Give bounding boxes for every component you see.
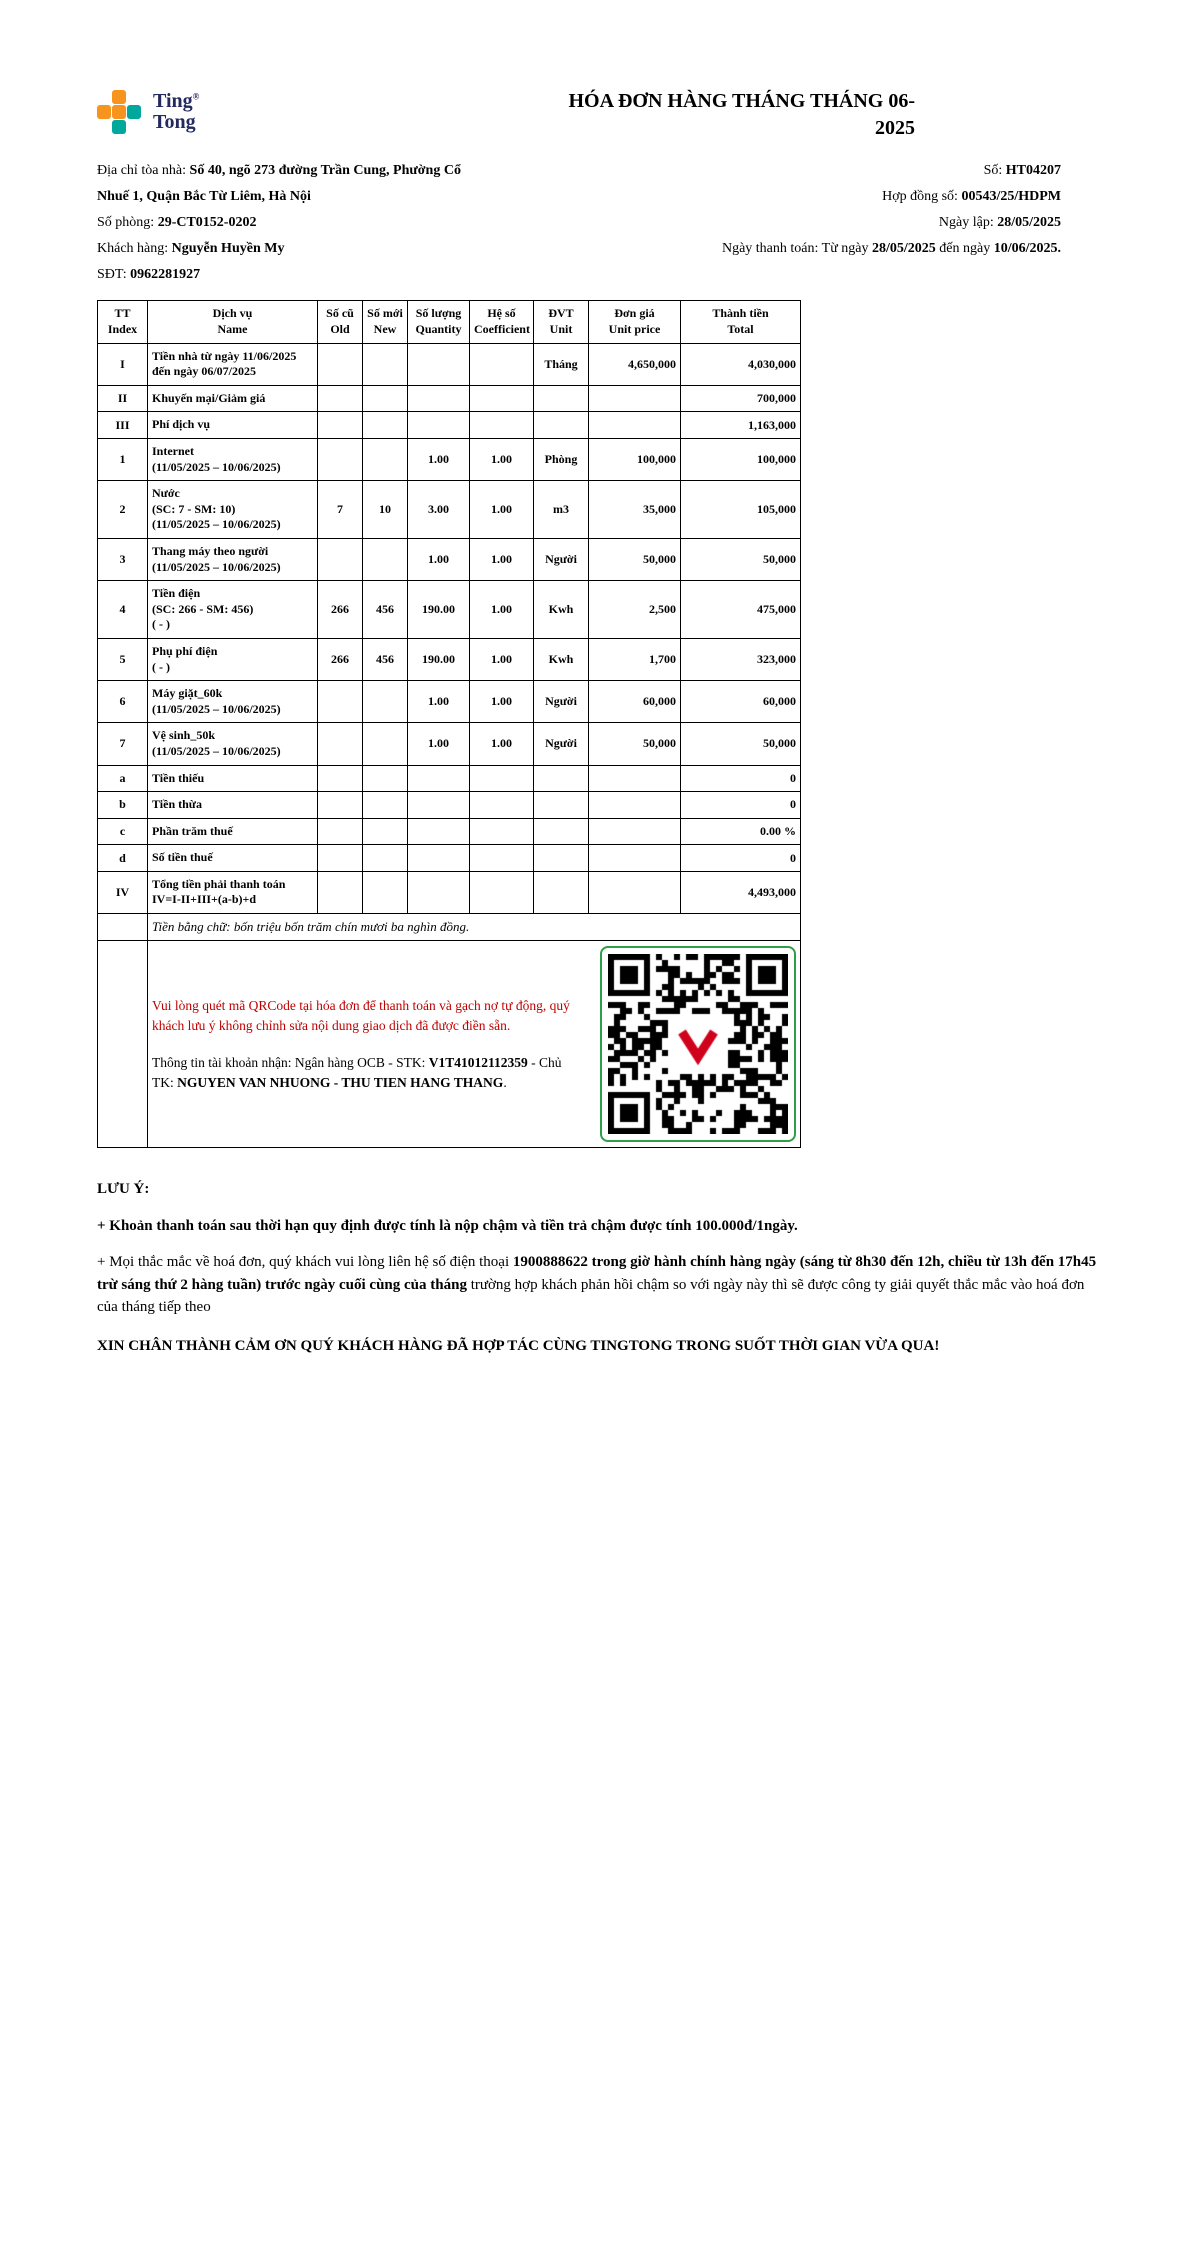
table-cell: 100,000 (589, 439, 681, 481)
service-row (98, 538, 801, 580)
bank-account-info (152, 1053, 576, 1092)
logo-square (97, 105, 111, 119)
table-cell (408, 765, 470, 792)
table-cell: I (98, 343, 148, 385)
service-name-cell: Máy giặt_60k (11/05/2025 – 10/06/2025) (148, 681, 318, 723)
table-cell: 323,000 (681, 638, 801, 680)
text-segment: 29-CT0152-0202 (157, 214, 257, 230)
table-cell: 1,700 (589, 638, 681, 680)
text-segment: . (503, 1074, 507, 1090)
column-header: ĐVT Unit (534, 301, 589, 343)
service-name-cell: Tiền thừa (148, 792, 318, 819)
table-cell: 0 (681, 765, 801, 792)
invoice-title-line2: 2025 (875, 117, 915, 139)
table-cell: c (98, 818, 148, 845)
table-cell (470, 343, 534, 385)
table-cell: Người (534, 681, 589, 723)
table-cell (318, 723, 363, 765)
column-header: Số cũ Old (318, 301, 363, 343)
table-cell (318, 343, 363, 385)
table-cell (363, 765, 408, 792)
tingtong-logo-icon (97, 90, 143, 136)
room-number-line (97, 210, 469, 236)
qr-scan-note: Vui lòng quét mã QRCode tại hóa đơn để thanh toán và gạch nợ tự động, quý khách lưu ý không chỉnh sửa nội dung giao dịch đã được điền sẵn. (152, 997, 570, 1033)
logo-square (127, 105, 141, 119)
service-row (98, 343, 801, 385)
brand-line-1 (153, 91, 199, 112)
table-cell (363, 412, 408, 439)
table-cell: 1.00 (470, 638, 534, 680)
table-cell: 1.00 (470, 481, 534, 539)
table-cell: IV (98, 871, 148, 913)
table-cell: a (98, 765, 148, 792)
service-row (98, 765, 801, 792)
table-cell (589, 871, 681, 913)
service-row (98, 818, 801, 845)
table-cell: 1.00 (470, 439, 534, 481)
table-cell: 60,000 (589, 681, 681, 723)
table-cell (589, 818, 681, 845)
table-cell (363, 538, 408, 580)
table-cell (534, 765, 589, 792)
table-cell (318, 765, 363, 792)
qr-code (608, 954, 788, 1134)
table-cell: 1.00 (408, 681, 470, 723)
service-row (98, 871, 801, 913)
table-cell: 7 (98, 723, 148, 765)
service-row (98, 723, 801, 765)
table-cell: 1.00 (408, 439, 470, 481)
text-segment: HT04207 (1005, 163, 1061, 178)
table-cell (363, 439, 408, 481)
column-header: TT Index (98, 301, 148, 343)
table-cell (363, 723, 408, 765)
table-cell: 190.00 (408, 581, 470, 639)
table-cell: 700,000 (681, 385, 801, 412)
service-row (98, 681, 801, 723)
invoice-number-line (469, 158, 1061, 184)
table-cell: 4,650,000 (589, 343, 681, 385)
table-cell (534, 818, 589, 845)
text-segment: Địa chỉ tòa nhà: (97, 163, 190, 178)
service-name-cell: Khuyến mại/Giảm giá (148, 385, 318, 412)
table-cell: 4,493,000 (681, 871, 801, 913)
service-name-cell: Nước (SC: 7 - SM: 10) (11/05/2025 – 10/06/2025) (148, 481, 318, 539)
table-cell (589, 792, 681, 819)
text-segment: 1900888622 trong giờ hành chính hàng ngày (sáng từ 8h30 đến 12h, chiều từ 13h đến 17h45 trừ sáng thứ 2 hàng tuần) (97, 1254, 1097, 1293)
table-cell: 1.00 (470, 581, 534, 639)
table-cell (470, 412, 534, 439)
text-segment: Hợp đồng số: (882, 188, 962, 204)
text-segment: Nguyễn Huyền My (171, 240, 285, 256)
table-cell (363, 871, 408, 913)
column-header: Đơn giá Unit price (589, 301, 681, 343)
table-cell: 100,000 (681, 439, 801, 481)
contract-number-line (469, 184, 1061, 210)
table-cell: d (98, 845, 148, 872)
column-header: Số lượng Quantity (408, 301, 470, 343)
brand-line-2: Tong (153, 111, 196, 133)
table-cell: 1.00 (470, 538, 534, 580)
table-cell (318, 439, 363, 481)
brand-name (153, 91, 199, 133)
table-cell (589, 845, 681, 872)
text-segment: + Mọi thắc mắc về hoá đơn, quý khách vui lòng liên hệ số điện thoại (97, 1254, 513, 1271)
table-cell: 7 (318, 481, 363, 539)
table-cell (318, 845, 363, 872)
table-cell: Người (534, 538, 589, 580)
service-name-cell: Tổng tiền phải thanh toán IV=I-II+III+(a-b)+d (148, 871, 318, 913)
text-segment: Thông tin tài khoản nhận: Ngân hàng OCB - STK: (152, 1055, 429, 1071)
text-segment: 10/06/2025. (993, 240, 1061, 256)
table-cell (408, 845, 470, 872)
table-cell: 50,000 (681, 538, 801, 580)
table-cell (470, 871, 534, 913)
table-body (98, 343, 801, 913)
text-segment: - Chủ TK: (152, 1055, 562, 1090)
table-cell: II (98, 385, 148, 412)
service-name-cell: Phí dịch vụ (148, 412, 318, 439)
invoice-table (97, 300, 801, 1148)
empty-cell (98, 941, 148, 1148)
table-cell: 456 (363, 638, 408, 680)
table-cell (363, 845, 408, 872)
table-cell: 1.00 (470, 723, 534, 765)
service-row (98, 385, 801, 412)
column-header: Dịch vụ Name (148, 301, 318, 343)
table-cell: 456 (363, 581, 408, 639)
table-cell: 2 (98, 481, 148, 539)
table-cell: 50,000 (589, 538, 681, 580)
service-row (98, 792, 801, 819)
service-name-cell: Phần trăm thuế (148, 818, 318, 845)
amount-in-words-row (98, 914, 801, 941)
logo-square (112, 120, 126, 134)
table-header-row (98, 301, 801, 343)
table-cell (589, 385, 681, 412)
table-cell (318, 871, 363, 913)
table-cell (408, 871, 470, 913)
table-cell: 190.00 (408, 638, 470, 680)
service-name-cell: Vệ sinh_50k (11/05/2025 – 10/06/2025) (148, 723, 318, 765)
qr-payment-cell (148, 941, 801, 1148)
table-cell: 0 (681, 845, 801, 872)
table-cell: 4,030,000 (681, 343, 801, 385)
table-cell (589, 765, 681, 792)
table-cell (470, 385, 534, 412)
text-segment: SĐT: (97, 266, 131, 282)
table-cell: 35,000 (589, 481, 681, 539)
table-cell: 2,500 (589, 581, 681, 639)
service-row (98, 638, 801, 680)
qr-frame (600, 946, 796, 1142)
text-segment: 0962281927 (130, 266, 201, 282)
table-cell: 1.00 (470, 681, 534, 723)
table-cell (318, 385, 363, 412)
footer-notes (97, 1178, 1103, 1357)
text-segment: Số: (983, 163, 1006, 178)
table-cell (363, 343, 408, 385)
table-cell: 10 (363, 481, 408, 539)
service-name-cell: Tiền điện (SC: 266 - SM: 456) ( - ) (148, 581, 318, 639)
payment-date-line (469, 236, 1061, 262)
text-segment: trường hợp khách phản hồi chậm so với ngày này thì sẽ được công ty giải quyết thắc mắc vào hoá đơn của tháng tiếp theo (97, 1276, 1085, 1316)
thank-you-note (97, 1335, 1103, 1358)
late-payment-note (97, 1215, 1103, 1238)
table-cell: 266 (318, 581, 363, 639)
text-segment: V1T41012112359 (428, 1055, 528, 1071)
invoice-title-line1: HÓA ĐƠN HÀNG THÁNG THÁNG 06- (568, 90, 915, 112)
table-cell: 3.00 (408, 481, 470, 539)
table-cell: m3 (534, 481, 589, 539)
payment-instructions (152, 996, 576, 1092)
hotline-note (97, 1251, 1103, 1319)
header-top (97, 88, 1103, 142)
table-cell (408, 818, 470, 845)
table-cell (318, 681, 363, 723)
logo-square (112, 90, 126, 104)
logo-square (112, 105, 126, 119)
invoice-meta (469, 158, 1103, 287)
table-cell: 0 (681, 792, 801, 819)
table-cell: 3 (98, 538, 148, 580)
table-cell: III (98, 412, 148, 439)
table-cell: 50,000 (681, 723, 801, 765)
table-cell (363, 792, 408, 819)
table-cell: 60,000 (681, 681, 801, 723)
table-cell (363, 818, 408, 845)
invoice-page (97, 0, 1103, 1357)
table-cell: 105,000 (681, 481, 801, 539)
service-name-cell: Tiền thiếu (148, 765, 318, 792)
text-segment: Ngày lập: (938, 214, 998, 230)
amount-in-words: Tiền bằng chữ: bốn triệu bốn trăm chín mươi ba nghìn đồng. (148, 914, 801, 941)
table-cell: 1 (98, 439, 148, 481)
table-cell (470, 792, 534, 819)
text-segment: Khách hàng: (97, 240, 172, 256)
brand-logo (97, 88, 199, 136)
text-segment: XIN CHÂN THÀNH CẢM ƠN QUÝ KHÁCH HÀNG ĐÃ HỢP TÁC CÙNG TINGTONG TRONG SUỐT THỜI GIAN VỪA QUA! (97, 1337, 940, 1354)
invoice-title (555, 88, 915, 142)
phone-line (97, 262, 469, 288)
customer-info (97, 158, 469, 287)
service-row (98, 439, 801, 481)
table-header (98, 301, 801, 343)
service-row (98, 845, 801, 872)
table-cell: 5 (98, 638, 148, 680)
notes-heading: LƯU Ý: (97, 1181, 150, 1198)
text-segment: đến ngày (935, 240, 994, 256)
table-cell (408, 412, 470, 439)
column-header: Số mới New (363, 301, 408, 343)
table-cell: 1,163,000 (681, 412, 801, 439)
table-cell (534, 792, 589, 819)
service-row (98, 481, 801, 539)
table-cell (534, 871, 589, 913)
text-segment: + Khoản thanh toán sau thời hạn quy định được tính là nộp chậm và tiền trả chậm được tính 100.000đ/1ngày. (97, 1217, 798, 1234)
invoice-header-info (97, 158, 1103, 287)
service-name-cell: Số tiền thuế (148, 845, 318, 872)
table-cell: Kwh (534, 638, 589, 680)
text-segment: 28/05/2025 (997, 214, 1061, 230)
table-cell: 4 (98, 581, 148, 639)
text-segment: 28/05/2025 (872, 240, 936, 256)
column-header: Thành tiền Total (681, 301, 801, 343)
qr-payment-content (152, 946, 796, 1142)
service-name-cell: Internet (11/05/2025 – 10/06/2025) (148, 439, 318, 481)
table-cell (470, 845, 534, 872)
table-cell: 266 (318, 638, 363, 680)
service-name-cell: Phụ phí điện ( - ) (148, 638, 318, 680)
table-cell (408, 385, 470, 412)
table-cell: 1.00 (408, 538, 470, 580)
column-header: Hệ số Coefficient (470, 301, 534, 343)
table-cell (318, 538, 363, 580)
table-cell (534, 845, 589, 872)
table-cell (534, 385, 589, 412)
table-cell (318, 818, 363, 845)
building-address-line (97, 158, 469, 210)
text-segment: NGUYEN VAN NHUONG - THU TIEN HANG THANG (177, 1074, 504, 1090)
table-cell (408, 343, 470, 385)
text-segment: Số phòng: (97, 214, 158, 230)
table-cell: 6 (98, 681, 148, 723)
service-name-cell: Thang máy theo người (11/05/2025 – 10/06/2025) (148, 538, 318, 580)
table-cell (363, 681, 408, 723)
registered-mark: ® (192, 91, 200, 102)
table-cell: 0.00 % (681, 818, 801, 845)
service-row (98, 581, 801, 639)
text-segment: 00543/25/HDPM (961, 188, 1061, 204)
text-segment: trước ngày cuối cùng của tháng (265, 1276, 467, 1293)
service-name-cell: Tiền nhà từ ngày 11/06/2025 đến ngày 06/07/2025 (148, 343, 318, 385)
table-cell (534, 412, 589, 439)
table-cell (470, 765, 534, 792)
table-cell: Tháng (534, 343, 589, 385)
table-cell: 50,000 (589, 723, 681, 765)
table-cell: Phòng (534, 439, 589, 481)
text-segment: Ngày thanh toán: Từ ngày (721, 240, 872, 256)
brand-word: Ting (153, 90, 193, 112)
table-cell (363, 385, 408, 412)
table-cell (318, 412, 363, 439)
table-cell: 475,000 (681, 581, 801, 639)
issue-date-line (469, 210, 1061, 236)
table-cell (408, 792, 470, 819)
table-cell: 1.00 (408, 723, 470, 765)
text-segment: Số 40, ngõ 273 đường Trần Cung, Phường Cổ Nhuế 1, Quận Bắc Từ Liêm, Hà Nội (97, 163, 461, 204)
table-cell: Người (534, 723, 589, 765)
table-cell (470, 818, 534, 845)
empty-cell (98, 914, 148, 941)
table-cell: b (98, 792, 148, 819)
table-cell (318, 792, 363, 819)
table-footer (98, 914, 801, 1148)
table-cell (589, 412, 681, 439)
service-row (98, 412, 801, 439)
qr-payment-row (98, 941, 801, 1148)
customer-name-line (97, 236, 469, 262)
table-cell: Kwh (534, 581, 589, 639)
